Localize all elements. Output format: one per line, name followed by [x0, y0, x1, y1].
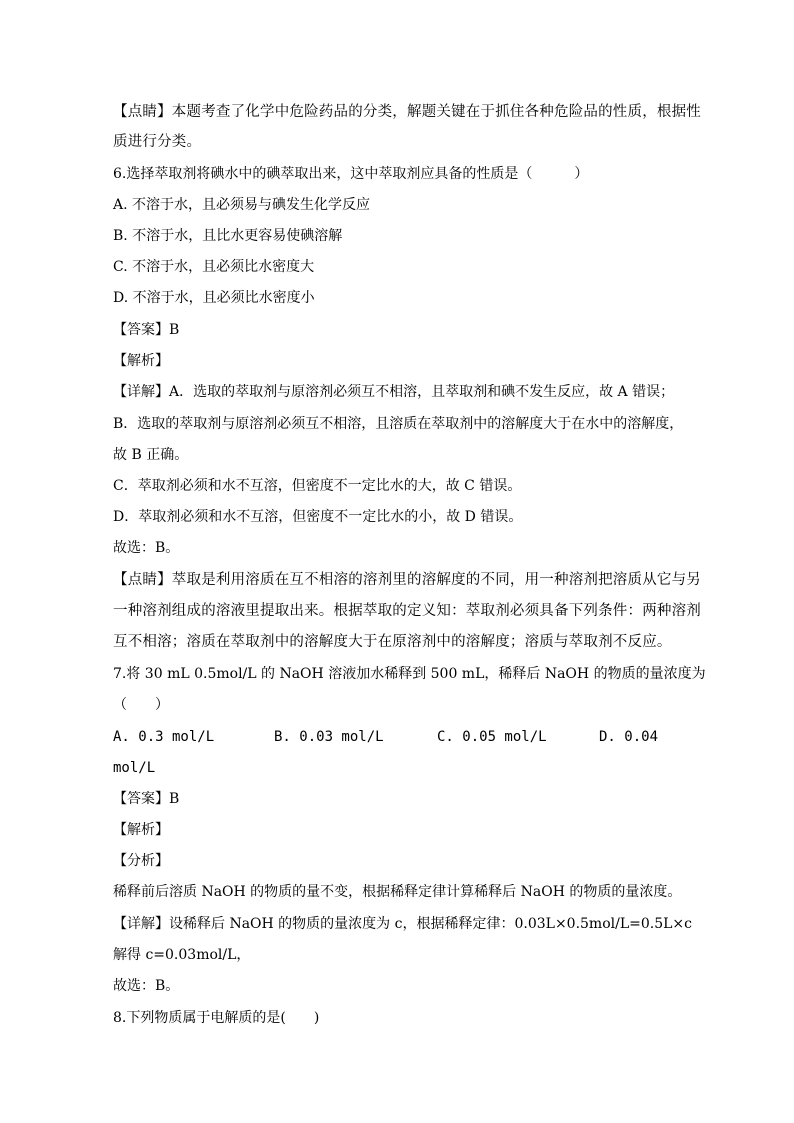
question-6-option-a: A. 不溶于水，且必须易与碘发生化学反应	[113, 197, 371, 213]
note-line-1: 【点睛】本题考查了化学中危险药品的分类，解题关键在于抓住各种危险品的性质，根据性	[113, 104, 701, 120]
question-7-analysis-text: 稀释前后溶质 NaOH 的物质的量不变，根据稀释定律计算稀释后 NaOH 的物质的量浓度。	[113, 884, 682, 900]
question-7-stem: 7.将 30 mL 0.5mol/L 的 NaOH 溶液加水稀释到 500 mL，稀释后 NaOH 的物质的量浓度为	[113, 666, 706, 682]
question-6-note-2: 一种溶剂组成的溶液里提取出来。根据萃取的定义知：萃取剂必须具备下列条件：两种溶剂	[113, 603, 701, 619]
question-6-detail-b: B．选取的萃取剂与原溶剂必须互不相溶，且溶质在萃取剂中的溶解度大于在水中的溶解度，	[113, 416, 684, 432]
question-6-stem: 6.选择萃取剂将碘水中的碘萃取出来，这中萃取剂应具备的性质是（ ）	[113, 166, 589, 182]
question-7-option-d-unit: mol/L	[113, 760, 156, 776]
question-8-stem: 8.下列物质属于电解质的是( )	[113, 1010, 320, 1026]
question-6-detail-a: 【详解】A．选取的萃取剂与原溶剂必须互不相溶，且萃取剂和碘不发生反应，故 A 错误；	[113, 384, 675, 400]
question-7-solve: 解得 c=0.03mol/L，	[113, 947, 251, 963]
question-6-detail-c: C．萃取剂必须和水不互溶，但密度不一定比水的大，故 C 错误。	[113, 478, 522, 494]
question-6-answer: 【答案】B	[113, 322, 180, 338]
question-7-choice: 故选：B。	[113, 978, 180, 994]
question-7-analysis-heading: 【解析】	[113, 822, 169, 838]
question-7-option-d: D. 0.04	[599, 729, 659, 745]
question-6-choice: 故选：B。	[113, 540, 180, 556]
question-7-option-b: B. 0.03 mol/L	[274, 729, 384, 745]
question-7-option-c: C. 0.05 mol/L	[437, 729, 547, 745]
question-6-analysis-heading: 【解析】	[113, 353, 169, 369]
question-6-note-1: 【点睛】萃取是利用溶质在互不相溶的溶剂里的溶解度的不同，用一种溶剂把溶质从它与另	[113, 572, 701, 588]
question-7-analysis-sub: 【分析】	[113, 853, 169, 869]
question-6-option-c: C. 不溶于水，且必须比水密度大	[113, 259, 315, 275]
question-6-note-3: 互不相溶；溶质在萃取剂中的溶解度大于在原溶剂中的溶解度；溶质与萃取剂不反应。	[113, 634, 672, 650]
question-7-stem-bracket: （ ）	[113, 697, 169, 713]
question-6-option-d: D. 不溶于水，且必须比水密度小	[113, 290, 315, 306]
question-7-answer: 【答案】B	[113, 791, 180, 807]
question-6-detail-d: D．萃取剂必须和水不互溶，但密度不一定比水的小，故 D 错误。	[113, 509, 523, 525]
question-7-option-a: A. 0.3 mol/L	[113, 729, 215, 745]
question-6-option-b: B. 不溶于水，且比水更容易使碘溶解	[113, 228, 343, 244]
question-7-detail: 【详解】设稀释后 NaOH 的物质的量浓度为 c，根据稀释定律：0.03L×0.5mol/L=0.5L×c	[113, 916, 692, 932]
question-6-detail-b-cont: 故 B 正确。	[113, 447, 189, 463]
note-line-2: 质进行分类。	[113, 134, 202, 150]
